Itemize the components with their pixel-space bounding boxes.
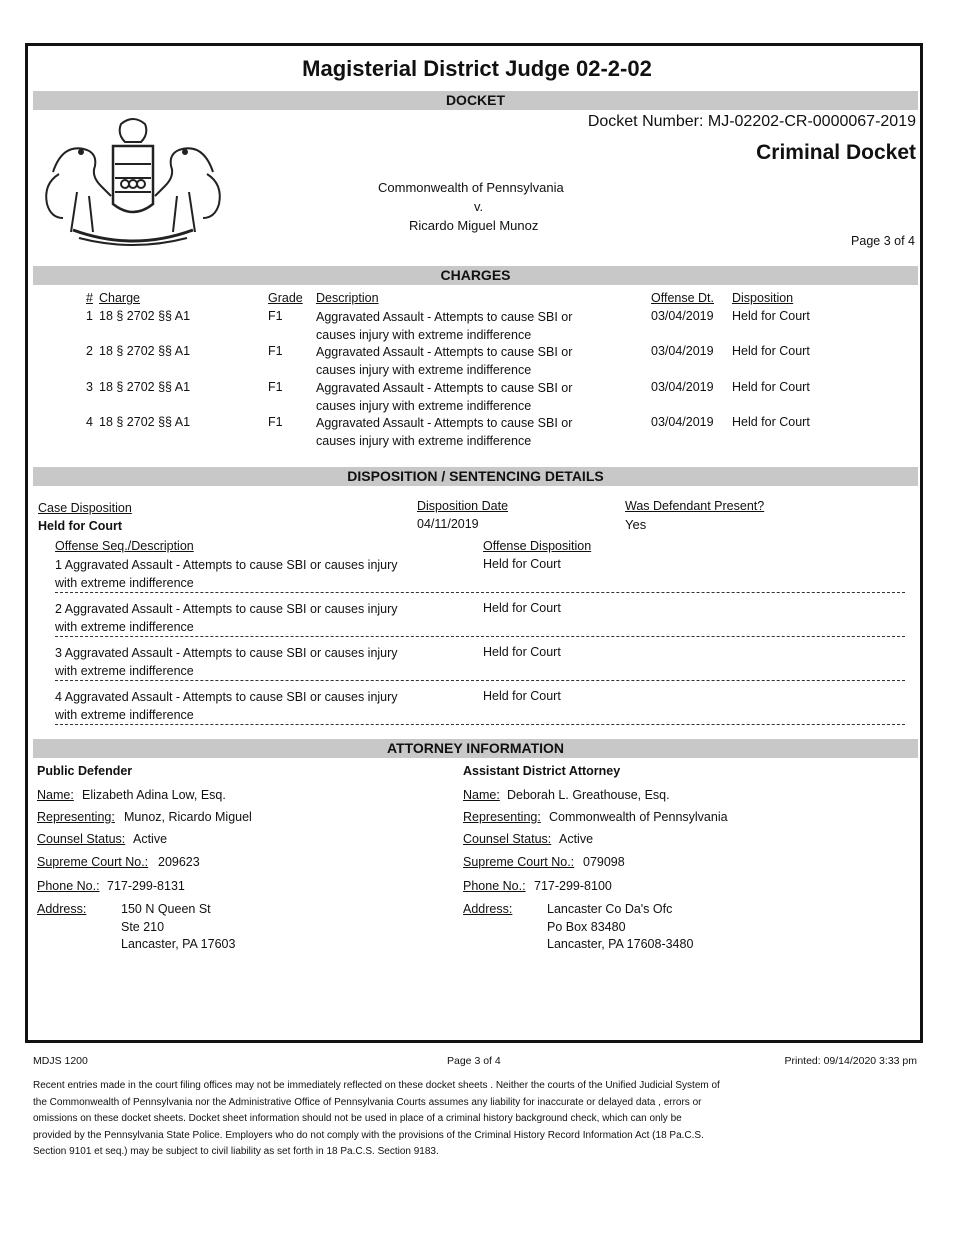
case-disposition-label: Case Disposition (38, 501, 132, 515)
charge-disposition: Held for Court (732, 380, 810, 394)
disclaimer-line: the Commonwealth of Pennsylvania nor the Administrative Office of Pennsylvania Courts assumes any liability for inaccurate or delayed data , errors or (33, 1096, 702, 1108)
charge-desc-line2: causes injury with extreme indifference (316, 363, 532, 377)
charge-desc-line1: Aggravated Assault - Attempts to cause SBI or (316, 345, 573, 359)
charge-disposition: Held for Court (732, 344, 810, 358)
prosecution-role: Assistant District Attorney (463, 764, 621, 778)
prosecution-court-no-label: Supreme Court No.: (463, 855, 575, 869)
charge-code: 18 § 2702 §§ A1 (99, 309, 191, 323)
defense-address-line2: Ste 210 (121, 920, 165, 934)
prosecution-address-line1: Lancaster Co Da's Ofc (547, 902, 673, 916)
charge-num: 2 (86, 344, 93, 358)
offense-disposition: Held for Court (483, 557, 561, 571)
page-title: Magisterial District Judge 02-2-02 (302, 56, 652, 81)
defense-address-line1: 150 N Queen St (121, 902, 211, 916)
defense-court-no: 209623 (158, 855, 200, 869)
defense-name: Elizabeth Adina Low, Esq. (82, 788, 226, 802)
prosecution-address-line2: Po Box 83480 (547, 920, 626, 934)
defense-status-label: Counsel Status: (37, 832, 126, 846)
offense-line1: 2 Aggravated Assault - Attempts to cause SBI or causes injury (55, 602, 398, 616)
charge-num: 3 (86, 380, 93, 394)
defense-name-label: Name: (37, 788, 74, 802)
charges-header-disposition: Disposition (732, 291, 794, 305)
charge-disposition: Held for Court (732, 309, 810, 323)
charges-header-num: # (86, 291, 93, 305)
page-indicator: Page 3 of 4 (851, 234, 915, 248)
offense-line2: with extreme indifference (55, 664, 194, 678)
charges-bar: CHARGES (33, 266, 918, 285)
disposition-date-value: 04/11/2019 (417, 517, 479, 531)
charge-num: 4 (86, 415, 93, 429)
offense-line1: 4 Aggravated Assault - Attempts to cause SBI or causes injury (55, 690, 398, 704)
docket-bar: DOCKET (33, 91, 918, 110)
defense-court-no-label: Supreme Court No.: (37, 855, 149, 869)
prosecution-status-label: Counsel Status: (463, 832, 552, 846)
charge-offense-date: 03/04/2019 (651, 344, 714, 358)
offense-line2: with extreme indifference (55, 708, 194, 722)
charge-desc-line2: causes injury with extreme indifference (316, 434, 532, 448)
attorney-bar: ATTORNEY INFORMATION (33, 739, 918, 758)
defense-representing: Munoz, Ricardo Miguel (124, 810, 252, 824)
versus: v. (474, 199, 484, 214)
defendant-present-value: Yes (625, 517, 647, 532)
charge-code: 18 § 2702 §§ A1 (99, 380, 191, 394)
prosecution-phone: 717-299-8100 (534, 879, 612, 893)
printed-timestamp: Printed: 09/14/2020 3:33 pm (784, 1055, 917, 1067)
form-number: MDJS 1200 (33, 1055, 88, 1067)
disclaimer (33, 1078, 823, 1161)
disclaimer-line: Section 9101 et seq.) may be subject to civil liability as set forth in 18 Pa.C.S. Section 9183. (33, 1146, 439, 1157)
prosecution-representing: Commonwealth of Pennsylvania (549, 810, 728, 824)
offense-disposition: Held for Court (483, 601, 561, 615)
charge-offense-date: 03/04/2019 (651, 309, 714, 323)
disclaimer-line: omissions on these docket sheets. Docket sheet information should not be used in place of a criminal history background check, which can only be (33, 1113, 682, 1124)
charge-desc-line1: Aggravated Assault - Attempts to cause SBI or (316, 310, 573, 324)
plaintiff: Commonwealth of Pennsylvania (378, 180, 564, 195)
prosecution-court-no: 079098 (583, 855, 625, 869)
charge-grade: F1 (268, 309, 283, 323)
defendant: Ricardo Miguel Munoz (409, 218, 539, 233)
divider (55, 724, 905, 725)
prosecution-address-line3: Lancaster, PA 17608-3480 (547, 937, 694, 951)
charge-grade: F1 (268, 380, 283, 394)
charge-num: 1 (86, 309, 93, 323)
prosecution-name: Deborah L. Greathouse, Esq. (507, 788, 670, 802)
offense-disposition-label: Offense Disposition (483, 539, 592, 553)
offense-line2: with extreme indifference (55, 576, 194, 590)
prosecution-name-label: Name: (463, 788, 500, 802)
charge-grade: F1 (268, 344, 283, 358)
offense-disposition: Held for Court (483, 645, 561, 659)
defense-address-label: Address: (37, 902, 87, 916)
charge-desc-line1: Aggravated Assault - Attempts to cause SBI or (316, 381, 573, 395)
defendant-present-label: Was Defendant Present? (625, 499, 765, 513)
charge-desc-line1: Aggravated Assault - Attempts to cause SBI or (316, 416, 573, 430)
charges-header-description: Description (316, 291, 379, 305)
prosecution-status: Active (559, 832, 594, 846)
defense-role: Public Defender (37, 764, 133, 778)
offense-line2: with extreme indifference (55, 620, 194, 634)
offense-line1: 3 Aggravated Assault - Attempts to cause SBI or causes injury (55, 646, 398, 660)
docket-type: Criminal Docket (756, 141, 916, 164)
offense-disposition: Held for Court (483, 689, 561, 703)
prosecution-phone-label: Phone No.: (463, 879, 526, 893)
case-disposition-value: Held for Court (38, 519, 123, 533)
divider (55, 592, 905, 593)
disposition-date-label: Disposition Date (417, 499, 509, 513)
defense-phone-label: Phone No.: (37, 879, 100, 893)
disclaimer-line: Recent entries made in the court filing offices may not be immediately reflected on these docket sheets . Neither the courts of the Unified Judicial System of (33, 1080, 720, 1091)
charge-grade: F1 (268, 415, 283, 429)
docket-number: Docket Number: MJ-02202-CR-0000067-2019 (587, 113, 916, 130)
disposition-bar: DISPOSITION / SENTENCING DETAILS (33, 467, 918, 486)
offense-seq-label: Offense Seq./Description (55, 539, 194, 553)
charge-desc-line2: causes injury with extreme indifference (316, 328, 532, 342)
charges-header-offense-dt: Offense Dt. (651, 291, 714, 305)
charge-code: 18 § 2702 §§ A1 (99, 344, 191, 358)
divider (55, 680, 905, 681)
defense-status: Active (133, 832, 168, 846)
prosecution-representing-label: Representing: (463, 810, 541, 824)
defense-phone: 717-299-8131 (107, 879, 185, 893)
charge-code: 18 § 2702 §§ A1 (99, 415, 191, 429)
charge-offense-date: 03/04/2019 (651, 380, 714, 394)
charge-offense-date: 03/04/2019 (651, 415, 714, 429)
pennsylvania-seal-icon (33, 112, 233, 252)
offense-line1: 1 Aggravated Assault - Attempts to cause SBI or causes injury (55, 558, 398, 572)
divider (55, 636, 905, 637)
defense-representing-label: Representing: (37, 810, 115, 824)
charge-desc-line2: causes injury with extreme indifference (316, 399, 532, 413)
charges-header-grade: Grade (268, 291, 303, 305)
footer-page: Page 3 of 4 (447, 1055, 501, 1067)
disclaimer-line: provided by the Pennsylvania State Police. Employers who do not comply with the provisions of the Criminal History Record Information Act (18 Pa.C.S. (33, 1129, 704, 1141)
prosecution-address-label: Address: (463, 902, 513, 916)
defense-address-line3: Lancaster, PA 17603 (121, 937, 236, 951)
charges-header-charge: Charge (99, 291, 140, 305)
charge-disposition: Held for Court (732, 415, 810, 429)
